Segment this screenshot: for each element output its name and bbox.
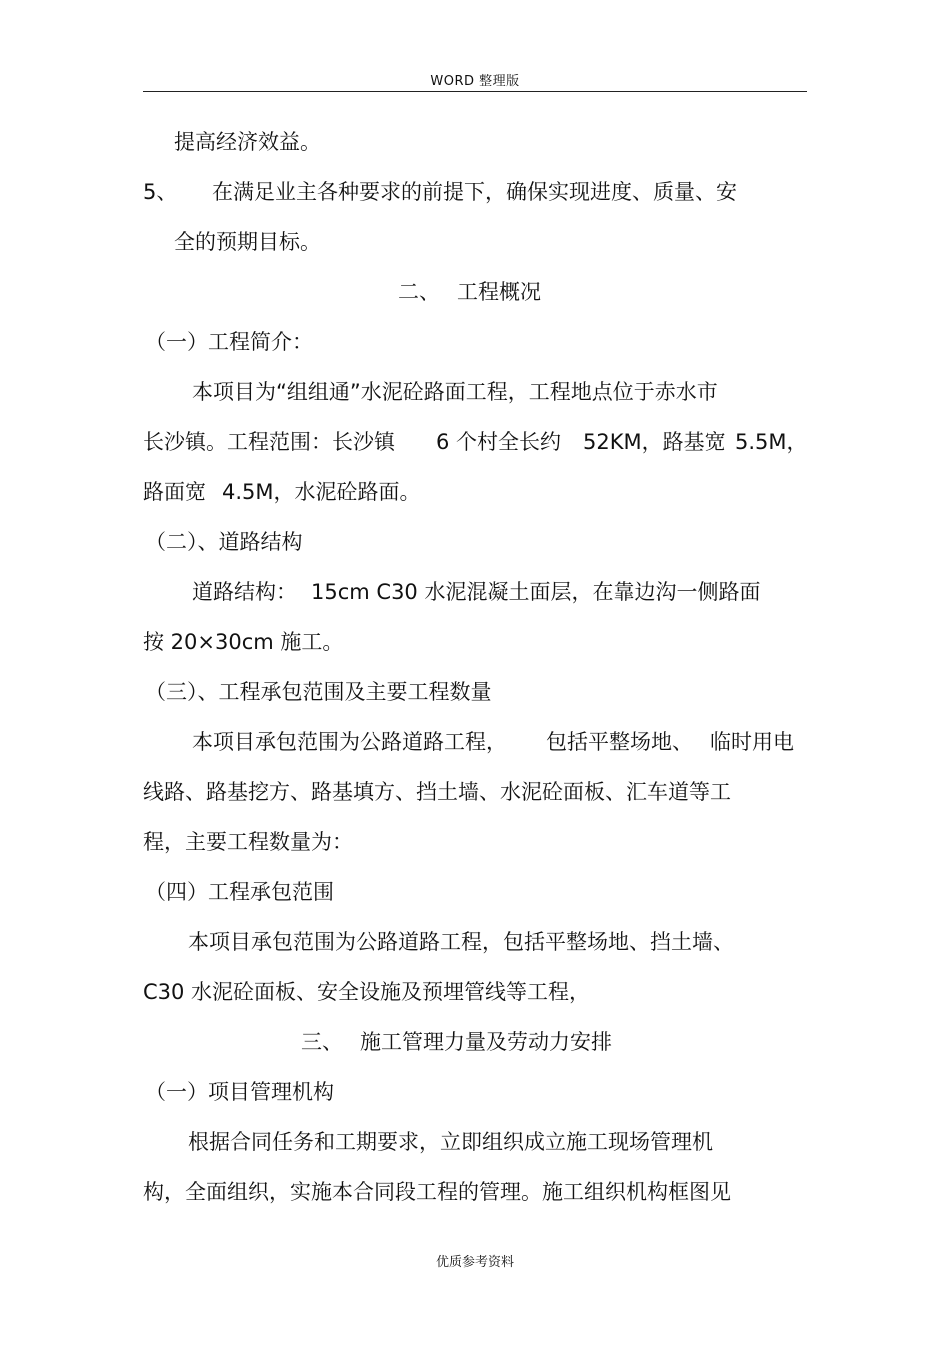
subsection-heading: （四）工程承包范围 (145, 880, 334, 904)
page-header: WORD 整理版 (430, 74, 520, 89)
text-line: 在满足业主各种要求的前提下，确保实现进度、质量、安 (212, 180, 737, 204)
text-line: 15cm C30 水泥混凝土面层，在靠边沟一侧路面 (311, 580, 761, 604)
subsection-heading: （三）、工程承包范围及主要工程数量 (145, 680, 492, 704)
text-line: 本项目为“组组通”水泥砼路面工程，工程地点位于赤水市 (192, 380, 718, 404)
text-line: 本项目承包范围为公路道路工程， (192, 730, 507, 754)
subsection-heading: （一）项目管理机构 (145, 1080, 334, 1104)
text-line: 4.5M，水泥砼路面。 (222, 480, 421, 504)
text-line: 根据合同任务和工期要求，立即组织成立施工现场管理机 (188, 1130, 713, 1154)
text-line: 5.5M， (735, 430, 808, 454)
section-title: 工程概况 (457, 280, 541, 304)
text-line: 按 20×30cm 施工。 (143, 630, 344, 654)
text-line: 提高经济效益。 (174, 130, 321, 154)
section-number: 三、 (301, 1030, 343, 1054)
text-line: 长沙镇。工程范围：长沙镇 (143, 430, 395, 454)
text-line: C30 水泥砼面板、安全设施及预埋管线等工程， (143, 980, 591, 1004)
text-line: 程，主要工程数量为： (143, 830, 353, 854)
text-line: 全的预期目标。 (174, 230, 321, 254)
list-number: 5、 (143, 180, 178, 204)
text-line: 本项目承包范围为公路道路工程，包括平整场地、挡土墙、 (188, 930, 734, 954)
text-line: 构，全面组织，实施本合同段工程的管理。施工组织机构框图见 (143, 1180, 731, 1204)
subsection-heading: （一）工程简介： (145, 330, 313, 354)
text-line: 52KM，路基宽 (583, 430, 726, 454)
text-line: 6 个村全长约 (436, 430, 562, 454)
section-number: 二、 (398, 280, 440, 304)
text-line: 包括平整场地、 (546, 730, 693, 754)
text-line: 路面宽 (143, 480, 206, 504)
section-title: 施工管理力量及劳动力安排 (360, 1030, 612, 1054)
subsection-heading: （二）、道路结构 (145, 530, 303, 554)
text-line: 道路结构： (192, 580, 297, 604)
page-footer: 优质参考资料 (435, 1255, 514, 1270)
text-line: 临时用电 (710, 730, 794, 754)
text-line: 线路、路基挖方、路基填方、挡土墙、水泥砼面板、汇车道等工 (143, 780, 731, 804)
header-rule (143, 91, 807, 92)
